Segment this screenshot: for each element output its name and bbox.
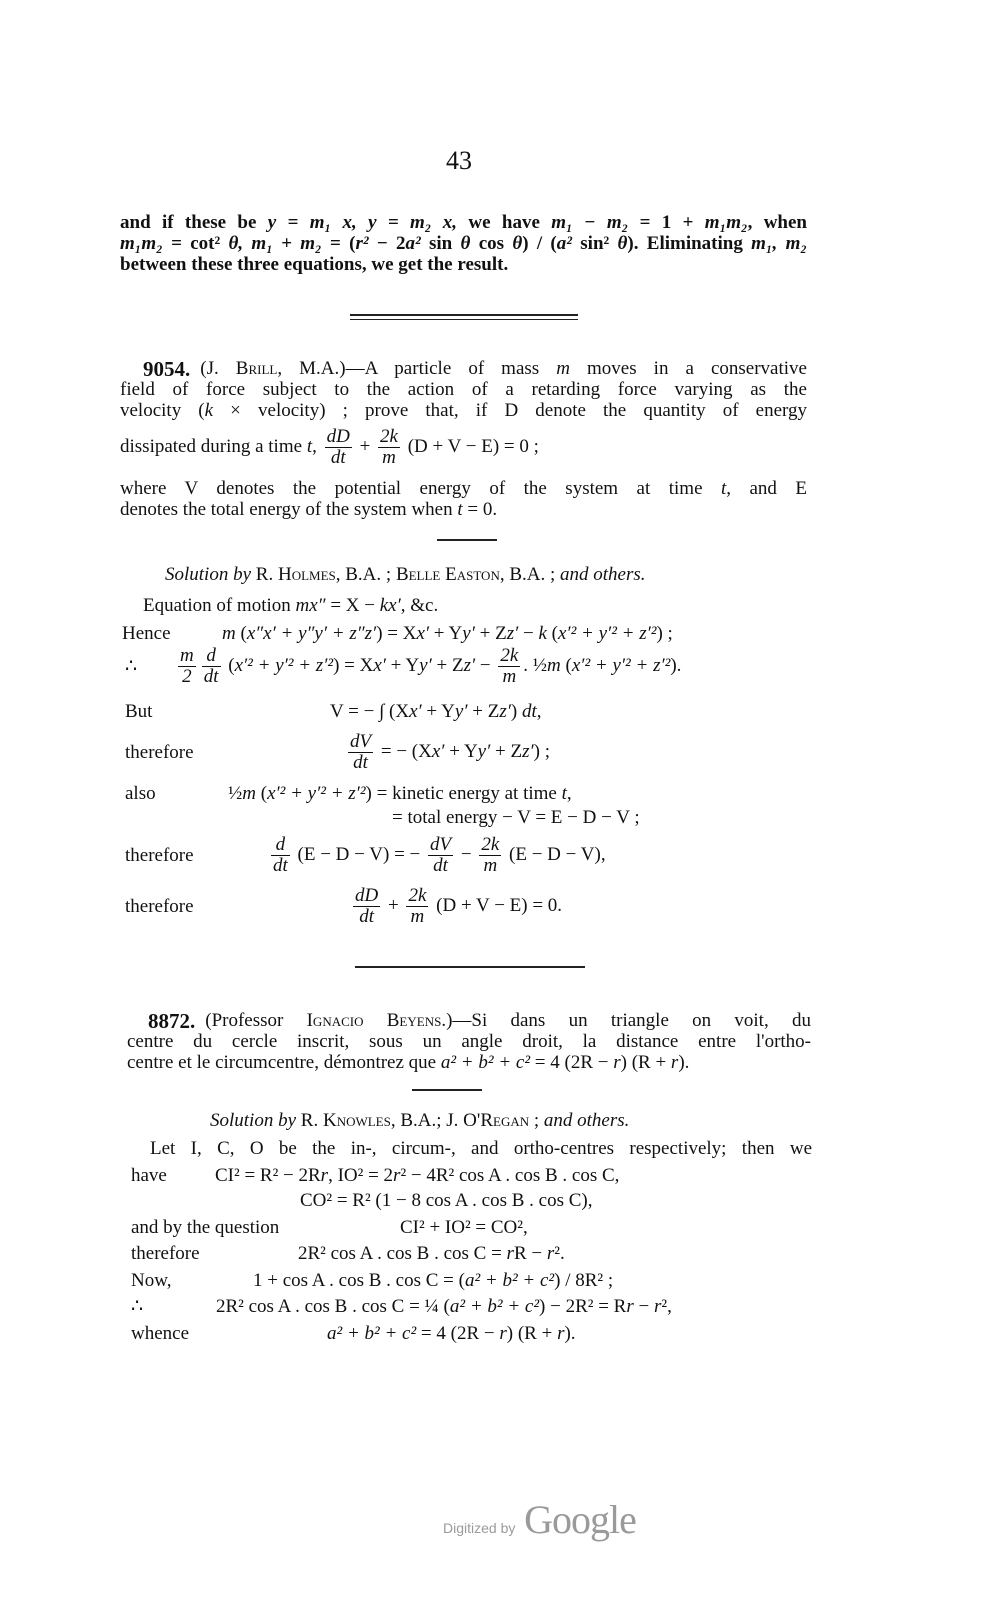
equation-line <box>350 886 562 927</box>
math-italic: x′² + y′² + z′² <box>267 783 366 804</box>
text-run: − <box>456 843 477 865</box>
math-italic: y′ <box>462 623 475 644</box>
equation-label <box>122 623 171 645</box>
text-run: = 4 (2R − <box>530 1052 614 1073</box>
text-run: V = − ∫ (X <box>330 701 410 722</box>
page-number: 43 <box>446 146 472 175</box>
equation-label <box>131 1243 200 1265</box>
text-run: ; <box>529 1110 544 1131</box>
solution-heading <box>210 1110 629 1132</box>
math-italic: x′ <box>431 740 445 762</box>
question-9054-line <box>143 358 807 380</box>
text-run: ² − 4R² cos A . cos B . cos C, <box>400 1165 620 1186</box>
text-run: centre et le circumcentre, démontrez que <box>127 1052 441 1073</box>
text-run: ², <box>661 1296 672 1317</box>
text-run: and if these be <box>120 212 268 233</box>
text-run: ). <box>678 1052 690 1073</box>
text-run: Equation of motion <box>143 595 296 616</box>
text-run: therefore <box>131 1243 200 1264</box>
text-run: ) = X <box>376 623 417 644</box>
text-run: ½ <box>228 783 243 804</box>
short-divider <box>437 539 497 541</box>
text-line <box>120 379 807 401</box>
text-run: CO² = R² (1 − 8 cos A . cos B . cos C), <box>300 1190 593 1211</box>
text-run: centre du cercle inscrit, sous un angle droit, la distance entre l'ortho- <box>127 1031 811 1052</box>
equation-line <box>268 835 606 876</box>
text-run: (D + V − E) = 0 ; <box>402 435 539 457</box>
fraction-numerator: 2k <box>481 834 500 855</box>
equation-label <box>125 742 194 764</box>
fraction-numerator: dV <box>430 834 452 855</box>
math-italic: r <box>626 1296 634 1317</box>
text-line <box>127 1031 811 1053</box>
fraction-numerator: d <box>202 646 221 667</box>
text-run: ) (R + <box>506 1323 558 1344</box>
math-italic: r² <box>355 233 369 254</box>
math-italic: z′ <box>522 740 534 762</box>
fraction-denominator: m <box>483 855 498 876</box>
text-run: R. <box>296 1110 323 1131</box>
math-italic: m <box>222 623 236 644</box>
author-name: Knowles <box>322 1110 391 1131</box>
equation-line <box>120 427 539 468</box>
math-italic: x′² + y′² + z′² <box>234 654 334 676</box>
text-run: R − <box>513 1243 547 1264</box>
fraction <box>428 835 453 876</box>
text-run: whence <box>131 1323 190 1344</box>
fraction-denominator: m <box>502 666 517 687</box>
text-run: (D + V − E) = 0. <box>431 894 563 916</box>
text-run: ². <box>554 1243 565 1264</box>
equation-line <box>345 732 550 773</box>
text-run: ) (R + <box>620 1052 671 1073</box>
text-run: = 4 (2R − <box>416 1323 500 1344</box>
text-run: + Z <box>474 623 507 644</box>
equation-label <box>131 1296 143 1318</box>
text-run: ) = X <box>333 654 374 676</box>
text-run: , <box>312 435 322 457</box>
google-logo: Google <box>524 1497 636 1542</box>
text-run: ( <box>235 623 247 644</box>
math-italic: r <box>499 1323 507 1344</box>
math-italic: θ <box>512 233 523 254</box>
equation-label <box>131 1270 171 1292</box>
text-run: we have <box>457 212 552 233</box>
fraction-numerator: dD <box>326 426 350 447</box>
text-run: 2R² cos A . cos B . cos C = ¼ ( <box>216 1296 450 1317</box>
question-8872-line <box>148 1010 811 1032</box>
text-run: ∴ <box>125 656 138 677</box>
math-italic: x′² + y′² + z′² <box>571 654 671 676</box>
equation-label <box>125 656 137 678</box>
equation-label <box>131 1323 189 1345</box>
fraction-denominator: dt <box>359 906 374 927</box>
author-name: Holmes <box>277 564 336 585</box>
fraction <box>498 646 520 687</box>
short-divider <box>412 1089 482 1091</box>
text-run: + Y <box>385 654 420 676</box>
fraction-denominator: dt <box>330 447 346 468</box>
author-name: Ignacio Beyens <box>306 1010 442 1031</box>
fraction-numerator: d <box>271 835 290 856</box>
math-italic: x′² + y′² + z′² <box>558 623 657 644</box>
fraction <box>348 732 373 773</box>
math-italic: a² + b² + c² <box>440 1052 531 1073</box>
math-italic: θ <box>617 233 628 254</box>
fraction-denominator: dt <box>203 666 219 687</box>
text-run: ( <box>223 654 235 676</box>
question-number: 9054. <box>143 357 191 381</box>
text-run: , &c. <box>400 595 439 616</box>
text-run: + Y <box>429 623 463 644</box>
math-italic: m₁, m₂ <box>751 233 808 254</box>
math-italic: m <box>242 783 256 804</box>
fraction <box>406 886 428 927</box>
text-run: therefore <box>125 896 194 917</box>
text-run: also <box>125 783 156 804</box>
text-run: ( <box>255 783 268 804</box>
fraction <box>378 427 400 468</box>
math-italic: m₁m₂ <box>704 212 748 233</box>
math-italic: x′ <box>373 654 386 676</box>
math-italic: z′ <box>506 623 519 644</box>
fraction-numerator: 2k <box>408 885 427 906</box>
math-italic: r <box>506 1243 514 1264</box>
math-italic: x′ <box>416 623 430 644</box>
math-italic: t <box>457 499 463 520</box>
google-watermark <box>443 1496 636 1543</box>
fraction-denominator: dt <box>273 855 288 876</box>
equation-line <box>330 701 541 723</box>
math-italic: m₁ − m₂ <box>551 212 629 233</box>
text-run: + Y <box>444 740 478 762</box>
math-italic: m <box>556 358 570 379</box>
fraction-numerator: dD <box>355 885 379 906</box>
text-run: 2R² cos A . cos B . cos C = <box>298 1243 507 1264</box>
text-run: + Y <box>421 701 455 722</box>
text-run: ∴ <box>131 1296 144 1317</box>
math-italic: and others. <box>560 564 646 585</box>
text-run: + <box>383 894 404 916</box>
author-name: Regan <box>480 1110 530 1131</box>
text-run: ( <box>546 623 558 644</box>
equation-line <box>298 1243 565 1265</box>
math-italic: x′ <box>409 701 422 722</box>
text-run: denotes the total energy of the system when <box>120 499 458 520</box>
math-italic: dt <box>521 701 537 722</box>
math-italic: m <box>547 654 561 676</box>
fraction-denominator: m <box>382 447 396 468</box>
math-italic: r <box>546 1243 555 1264</box>
equation-line <box>253 1270 613 1292</box>
text-line <box>120 499 497 521</box>
text-line <box>150 1138 812 1160</box>
question-number: 8872. <box>148 1009 196 1033</box>
equation-label <box>131 1217 279 1239</box>
text-run: cos <box>470 233 513 254</box>
text-run: = X − <box>325 595 380 616</box>
math-italic: z′ <box>499 701 511 722</box>
text-run: + Z <box>431 654 464 676</box>
fraction-numerator: m <box>180 645 194 666</box>
text-run: (E − D − V), <box>504 843 606 865</box>
math-italic: kx′ <box>379 595 401 616</box>
math-italic: y′ <box>477 740 491 762</box>
text-run: = − (X <box>376 740 432 762</box>
text-line <box>143 595 438 617</box>
text-run: ) <box>510 701 522 722</box>
math-italic: θ <box>460 233 471 254</box>
text-run: Now, <box>131 1270 172 1291</box>
text-run: ) ; <box>656 623 673 644</box>
math-italic: a² <box>405 233 421 254</box>
equation-line <box>400 1217 528 1239</box>
text-run: , when <box>747 212 807 233</box>
text-run: − <box>633 1296 654 1317</box>
text-run: , <box>566 783 572 804</box>
text-line <box>120 233 807 255</box>
fraction <box>479 835 501 876</box>
text-run: therefore <box>125 845 194 866</box>
math-italic: r <box>670 1052 679 1073</box>
text-run: sin <box>420 233 461 254</box>
math-italic: y′ <box>419 654 432 676</box>
text-line <box>200 358 807 380</box>
fraction-numerator: dV <box>350 731 372 752</box>
math-italic: r <box>613 1052 621 1073</box>
text-run: CI² = R² − 2R <box>215 1165 321 1186</box>
text-run: have <box>131 1165 167 1186</box>
text-run: , <box>536 701 542 722</box>
text-run: + <box>354 435 376 457</box>
text-run: ) / ( <box>522 233 557 254</box>
text-run: , B.A.; J. O' <box>390 1110 481 1131</box>
math-italic: z′ <box>463 654 476 676</box>
text-run: − <box>518 623 539 644</box>
text-run: = total energy − V = E − D − V ; <box>392 807 640 828</box>
text-run: , M.A.)—A particle of mass <box>277 358 557 379</box>
text-run: R. <box>251 564 278 585</box>
fraction-denominator: dt <box>433 855 448 876</box>
equation-line <box>327 1323 576 1345</box>
section-divider <box>355 966 585 968</box>
math-italic: r <box>320 1165 329 1186</box>
text-run: = ( <box>321 233 356 254</box>
fraction <box>271 835 290 876</box>
text-run: + Z <box>467 701 500 722</box>
text-run: , and E <box>726 478 807 499</box>
text-run: = 1 + <box>628 212 705 233</box>
text-run: , B.A. ; <box>499 564 561 585</box>
math-italic: a² <box>556 233 572 254</box>
text-run: . ½ <box>523 654 548 676</box>
math-italic: a² + b² + c² <box>449 1296 540 1317</box>
equation-line <box>216 1296 672 1318</box>
text-line <box>120 212 807 234</box>
fraction-denominator: 2 <box>182 666 192 687</box>
fraction <box>325 427 352 468</box>
equation-line <box>228 783 572 805</box>
text-line <box>120 400 807 422</box>
text-run: 1 + cos A . cos B . cos C = ( <box>253 1270 465 1291</box>
text-run: ). <box>670 654 682 676</box>
equation-label <box>125 845 194 867</box>
math-italic: a² + b² + c² <box>464 1270 555 1291</box>
math-italic: t <box>561 783 567 804</box>
text-run: = 0. <box>462 499 498 520</box>
equation-label <box>125 896 194 918</box>
equation-line <box>175 646 681 687</box>
math-italic: t <box>306 435 313 457</box>
text-run: and by the question <box>131 1217 280 1238</box>
equation-line <box>392 807 640 829</box>
math-italic: Solution by <box>210 1110 297 1131</box>
text-run: sin² <box>571 233 618 254</box>
author-name: Belle Easton <box>395 564 500 585</box>
text-line <box>120 254 508 276</box>
text-run: (E − D − V) = − <box>292 843 426 865</box>
text-run: , IO² = 2 <box>328 1165 394 1186</box>
math-italic: and others. <box>543 1110 630 1131</box>
text-run: field of force subject to the action of a retarding force varying as the <box>120 379 807 400</box>
solution-heading <box>165 564 646 586</box>
math-italic: r <box>557 1323 565 1344</box>
text-run: where V denotes the potential energy of the system at time <box>120 478 721 499</box>
equation-label <box>125 701 152 723</box>
text-run: CI² + IO² = CO², <box>400 1217 528 1238</box>
text-run: ) ; <box>533 740 551 762</box>
text-line <box>120 478 807 500</box>
math-italic: y′ <box>454 701 468 722</box>
math-italic: k <box>538 623 547 644</box>
fraction <box>353 886 380 927</box>
math-italic: y = m₁ x, y = m₂ x, <box>267 212 458 233</box>
section-divider <box>350 314 578 316</box>
text-run: between these three equations, we get the result. <box>120 254 509 275</box>
fraction <box>178 646 196 687</box>
text-run: ) = kinetic energy at time <box>365 783 562 804</box>
equation-line <box>222 623 673 645</box>
text-run: But <box>125 701 153 722</box>
math-italic: mx″ <box>295 595 326 616</box>
text-run: dissipated during a time <box>120 435 307 457</box>
text-run: (Professor <box>205 1010 307 1031</box>
text-run: × velocity) ; prove that, if D denote the quantity of energy <box>213 400 808 421</box>
text-run: ) − 2R² = R <box>539 1296 627 1317</box>
math-italic: t <box>720 478 727 499</box>
fraction <box>202 646 221 687</box>
math-italic: Solution by <box>165 564 252 585</box>
text-run: velocity ( <box>120 400 205 421</box>
text-run: .)—Si dans un triangle on voit, du <box>441 1010 811 1031</box>
text-run: − <box>475 654 496 676</box>
equation-label <box>131 1165 167 1187</box>
text-run: + Z <box>490 740 523 762</box>
math-italic: r <box>393 1165 401 1186</box>
equation-line <box>215 1165 619 1187</box>
text-run: − 2 <box>368 233 406 254</box>
text-run: Let I, C, O be the in-, circum-, and ortho-centres respectively; then we <box>150 1138 812 1159</box>
fraction-numerator: 2k <box>380 426 398 447</box>
text-run: = cot² <box>162 233 229 254</box>
fraction-denominator: m <box>410 906 425 927</box>
text-line <box>127 1052 689 1074</box>
text-run: moves in a conservative <box>569 358 807 379</box>
fraction-numerator: 2k <box>500 645 519 666</box>
math-italic: m₁m₂ <box>120 233 163 254</box>
watermark-small-text: Digitized by <box>443 1520 516 1536</box>
text-run: ( <box>560 654 572 676</box>
math-italic: r <box>653 1296 662 1317</box>
author-name: Brill <box>235 358 278 379</box>
fraction-denominator: dt <box>353 752 368 773</box>
text-run: ). Eliminating <box>627 233 752 254</box>
text-run: therefore <box>125 742 194 763</box>
text-run: Hence <box>122 623 171 644</box>
text-run: (J. <box>200 358 236 379</box>
math-italic: θ, m₁ + m₂ <box>228 233 322 254</box>
equation-label <box>125 783 156 805</box>
math-italic: x″x′ + y″y′ + z″z′ <box>246 623 377 644</box>
text-run: ). <box>564 1323 576 1344</box>
text-line <box>205 1010 811 1032</box>
math-italic: a² + b² + c² <box>327 1323 417 1344</box>
text-run: , B.A. ; <box>335 564 396 585</box>
text-run: ) / 8R² ; <box>554 1270 614 1291</box>
equation-line <box>300 1190 593 1212</box>
section-divider-thin <box>350 319 578 320</box>
math-italic: k <box>204 400 214 421</box>
